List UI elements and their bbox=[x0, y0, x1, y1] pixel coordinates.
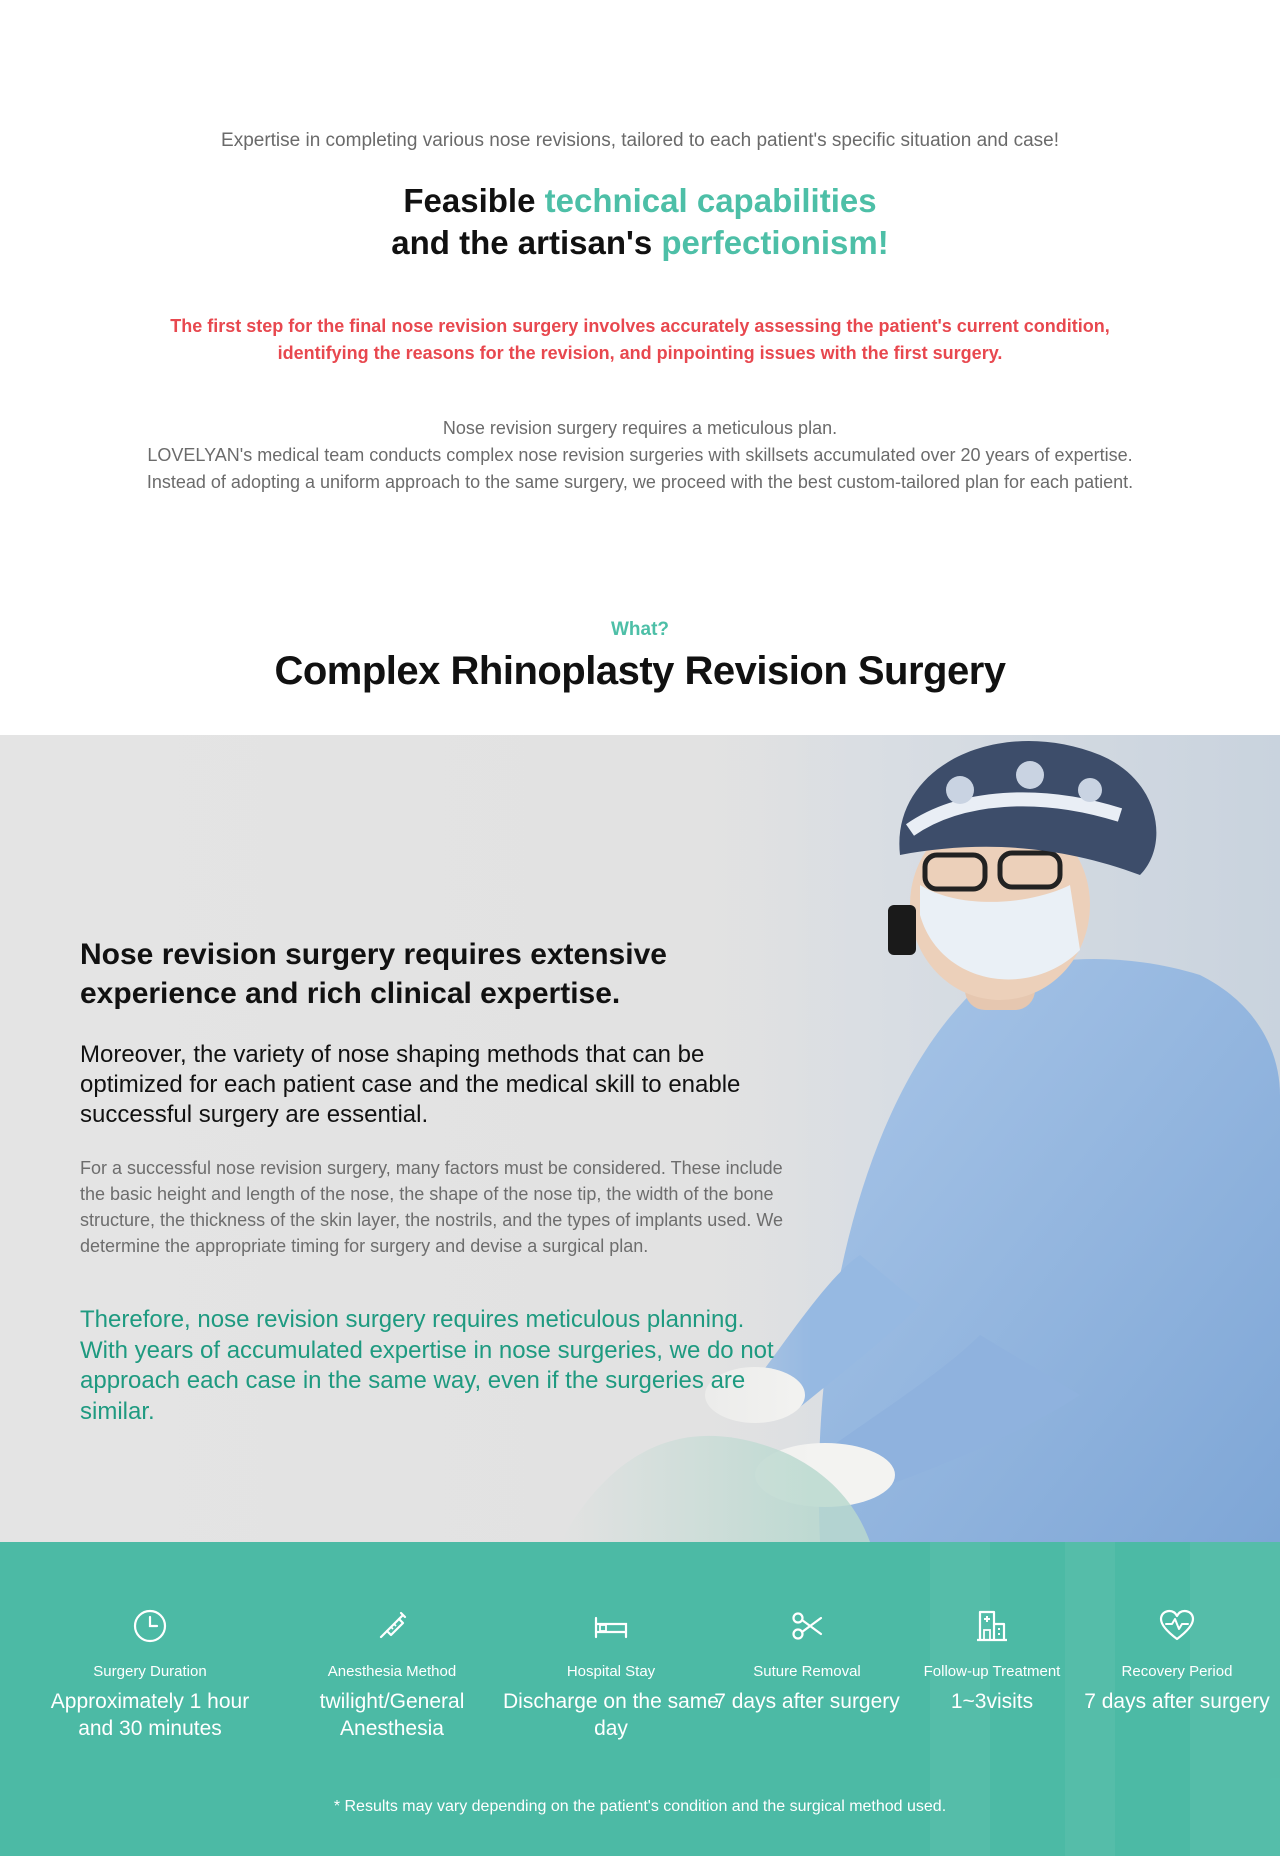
info-label: Hospital Stay bbox=[566, 1663, 656, 1680]
info-label: Surgery Duration bbox=[93, 1663, 207, 1680]
hero-subheading: Moreover, the variety of nose shaping methods that can be optimized for each patient case and the medical skill to enable successful surgery are essential. bbox=[80, 1041, 741, 1128]
headline-line1-plain: Feasible bbox=[403, 182, 545, 219]
syringe-icon bbox=[372, 1606, 412, 1646]
info-value: Discharge on the same day bbox=[503, 1690, 719, 1740]
clock-icon bbox=[130, 1606, 170, 1646]
hospital-icon bbox=[972, 1606, 1012, 1646]
info-value: 7 days after surgery bbox=[714, 1690, 900, 1713]
intro-headline bbox=[0, 180, 1280, 264]
info-label: Follow-up Treatment bbox=[923, 1663, 1061, 1680]
info-label: Anesthesia Method bbox=[327, 1663, 457, 1680]
info-value: 1~3visits bbox=[950, 1690, 1034, 1713]
info-items bbox=[0, 1606, 1280, 1766]
headline-line2-plain: and the artisan's bbox=[391, 224, 662, 261]
info-value: 7 days after surgery bbox=[1084, 1690, 1270, 1713]
scissors-icon bbox=[787, 1606, 827, 1646]
bed-icon bbox=[591, 1606, 631, 1646]
info-value: twilight/General Anesthesia bbox=[319, 1690, 465, 1740]
hero-lead-text: Therefore, nose revision surgery requires meticulous planning. With years of accumulated expertise in nose surgeries, we do not approach each case in the same way, even if the surgeries are similar. bbox=[80, 1306, 774, 1425]
heart-pulse-icon bbox=[1157, 1606, 1197, 1646]
info-item-hospital-stay bbox=[501, 1606, 721, 1742]
hero-section bbox=[0, 735, 1280, 1542]
info-item-surgery-duration bbox=[40, 1606, 260, 1742]
info-item-anesthesia-method bbox=[282, 1606, 502, 1742]
section-title: Complex Rhinoplasty Revision Surgery bbox=[274, 649, 1006, 693]
results-disclaimer: * Results may vary depending on the patient's condition and the surgical method used. bbox=[333, 1798, 947, 1815]
intro-body-line1: Nose revision surgery requires a meticulous plan. bbox=[442, 418, 838, 438]
section-eyebrow: What? bbox=[610, 619, 670, 640]
info-value: Approximately 1 hour and 30 minutes bbox=[50, 1690, 250, 1740]
surgery-info-band bbox=[0, 1542, 1280, 1856]
info-item-recovery-period bbox=[1067, 1606, 1280, 1715]
intro-body-line2: LOVELYAN's medical team conducts complex nose revision surgeries with skillsets accumulated over 20 years of expertise. Instead of adopting a uniform approach to the same surgery, we proceed with the best custom-tailored plan for each patient. bbox=[146, 445, 1134, 492]
intro-kicker: Expertise in completing various nose revisions, tailored to each patient's specific situation and case! bbox=[221, 130, 1059, 151]
info-label: Suture Removal bbox=[753, 1663, 861, 1680]
intro-alert-text: The first step for the final nose revision surgery involves accurately assessing the patient's current condition, identifying the reasons for the revision, and pinpointing issues with the first surgery. bbox=[170, 316, 1110, 363]
hero-description: For a successful nose revision surgery, many factors must be considered. These include the basic height and length of the nose, the shape of the nose tip, the width of the bone structure, the thickness of the skin layer, the nostrils, and the types of implants used. We determine the appropriate timing for surgery and devise a surgical plan. bbox=[80, 1158, 784, 1256]
info-label: Recovery Period bbox=[1121, 1663, 1233, 1680]
intro-body bbox=[130, 415, 1150, 496]
intro-section bbox=[0, 0, 1280, 735]
headline-line1-accent: technical capabilities bbox=[544, 182, 877, 219]
hero-heading: Nose revision surgery requires extensive experience and rich clinical expertise. bbox=[80, 938, 667, 1010]
headline-line2-accent: perfectionism! bbox=[661, 224, 889, 261]
